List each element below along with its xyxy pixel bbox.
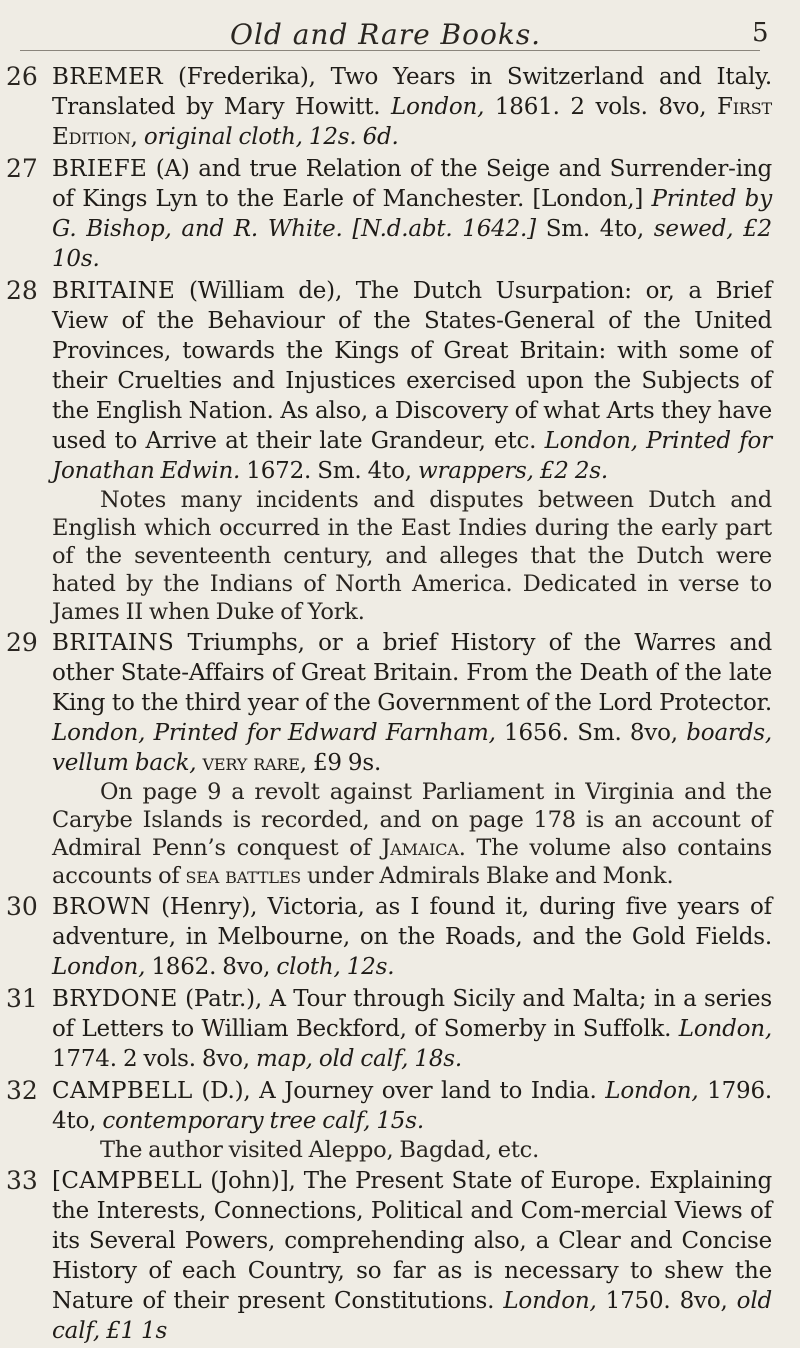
entry-title: (William de), The Dutch Usurpation: or, a Brief View of the Behaviour of the States-General of the United Provinces, towards the Kings of Great Britain: with some of their Cruelties and Injustices exercised upon the Subjects of the English Nation. As also, a Discovery of what Arts they have used to Arrive at their late Grandeur, etc. [52, 278, 772, 454]
catalogue-entry [0, 628, 772, 890]
entry-binding-price: contemporary tree calf, 15s. [102, 1108, 424, 1134]
page-number: 5 [752, 18, 769, 48]
entry-edition: First Edition, [52, 94, 772, 150]
entry-binding-price: original cloth, 12s. 6d. [137, 124, 399, 150]
entry-format: 1672. Sm. 4to, [240, 458, 418, 484]
entry-note-text: under Admirals Blake and Monk. [301, 863, 674, 889]
entry-note-place: Jamaica. [381, 835, 466, 861]
entry-title: Triumphs, or a brief History of the Warres and other State-Affairs of Great Britain. From the Death of the late King to the third year of the Government of the Lord Protector. [52, 630, 772, 716]
entry-binding-price: wrappers, £2 2s. [417, 458, 608, 484]
entry-number: 32 [6, 1076, 38, 1105]
entry-author: BROWN [52, 894, 151, 920]
entry-author: [CAMPBELL [52, 1168, 203, 1194]
entry-note-topic: sea battles [185, 863, 302, 889]
entry-number: 29 [6, 628, 38, 657]
entry-text [52, 984, 772, 1074]
entry-imprint: London, [391, 94, 485, 120]
catalogue-entry [0, 1166, 772, 1346]
entry-imprint: London, Printed for Jonathan Edwin. [52, 428, 772, 484]
entry-note: Notes many incidents and disputes between Dutch and English which occurred in the East Indies during the early part of the seventeenth century, and alleges that the Dutch were hated by the Indians of North America. Dedicated in verse to James II when Duke of York. [52, 487, 772, 625]
entry-author: BREMER [52, 64, 164, 90]
entry-author: BRIEFE [52, 156, 148, 182]
catalogue-entry [0, 892, 772, 982]
entry-imprint: London, [678, 1016, 772, 1042]
entry-text [52, 1166, 772, 1346]
entry-imprint: Printed by G. Bishop, and R. White. [N.d.abt. 1642.] [52, 186, 772, 242]
entry-imprint: London, [605, 1078, 699, 1104]
entry-author: CAMPBELL [52, 1078, 193, 1104]
entry-binding: boards, vellum back, [52, 720, 772, 776]
entry-format: 1861. 2 vols. 8vo, [484, 94, 718, 120]
entry-note-text: On page 9 a revolt against Parliament in Virginia and the Carybe Islands is recorded, and on page 178 is an account of Admiral Penn’s conquest of [52, 779, 772, 861]
entry-imprint: London, Printed for Edward Farnham, [52, 720, 496, 746]
entry-number: 31 [6, 984, 38, 1013]
entry-format: 1862. 8vo, [145, 954, 277, 980]
entry-title: (Frederika), Two Years in Switzerland and Italy. Translated by Mary Howitt. [52, 64, 772, 120]
entry-note-text: The volume also contains accounts of [52, 835, 772, 889]
entry-number: 30 [6, 892, 38, 921]
entry-text [52, 1076, 772, 1136]
entry-number: 26 [6, 62, 38, 91]
entry-author: BRITAINE [52, 278, 176, 304]
header-rule [20, 50, 760, 51]
entry-format: 1796. 4to, [52, 1078, 772, 1134]
entry-title: (Henry), Victoria, as I found it, during five years of adventure, in Melbourne, on the Roads, and the Gold Fields. [52, 894, 772, 950]
entry-number: 33 [6, 1166, 38, 1195]
entry-text [52, 62, 772, 152]
catalogue-entry [0, 1076, 772, 1164]
entry-title: (A) and true Relation of the Seige and Surrender-ing of Kings Lyn to the Earle of Manchester. [London,] [52, 156, 772, 212]
entry-text [52, 628, 772, 778]
entry-author: BRYDONE [52, 986, 178, 1012]
entry-price: £9 9s. [306, 750, 382, 776]
entry-text [52, 892, 772, 982]
entry-binding-price: old calf, £1 1s [52, 1288, 772, 1344]
entry-binding-price: cloth, 12s. [276, 954, 395, 980]
entry-title: (Patr.), A Tour through Sicily and Malta; in a series of Letters to William Beckford, of Somerby in Suffolk. [52, 986, 772, 1042]
running-title: Old and Rare Books. [230, 18, 542, 51]
entry-imprint: London, [52, 954, 146, 980]
catalogue-entry [0, 276, 772, 626]
entry-number: 28 [6, 276, 38, 305]
entry-text [52, 154, 772, 274]
entry-format: Sm. 4to, [535, 216, 654, 242]
entry-note: The author visited Aleppo, Bagdad, etc. [100, 1137, 540, 1163]
entry-format: 1750. 8vo, [596, 1288, 737, 1314]
entry-title: (John)], The Present State of Europe. Explaining the Interests, Connections, Political and Com-mercial Views of its Several Powers, comprehending also, a Clear and Concise History of each Country, so far as is necessary to shew the Nature of their present Constitutions. [52, 1168, 772, 1314]
entry-imprint: London, [503, 1288, 597, 1314]
entry-number: 27 [6, 154, 38, 183]
entry-format: 1656. Sm. 8vo, [495, 720, 687, 746]
entry-title: (D.), A Journey over land to India. [192, 1078, 606, 1104]
entry-format: 1774. 2 vols. 8vo, [52, 1046, 257, 1072]
page-header [0, 16, 800, 60]
entry-text [52, 276, 772, 486]
entry-binding-price: sewed, £2 10s. [52, 216, 772, 272]
entry-binding-price: map, old calf, 18s. [256, 1046, 462, 1072]
catalogue-entry [0, 154, 772, 274]
entry-author: BRITAINS [52, 630, 175, 656]
entry-rarity: very rare, [196, 750, 307, 776]
catalogue-entry [0, 62, 772, 152]
catalogue-entry [0, 984, 772, 1074]
catalogue-entries [0, 62, 800, 1348]
entry-note [52, 778, 772, 890]
